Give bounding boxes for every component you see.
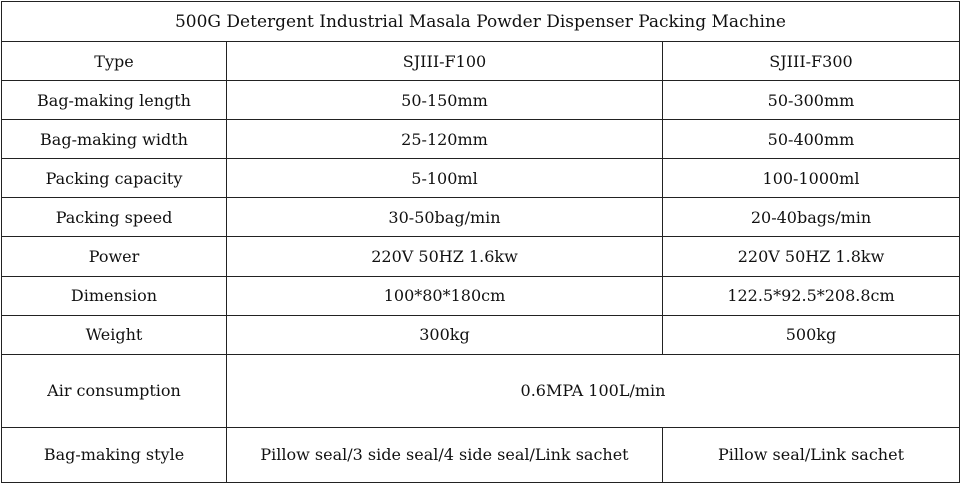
row-label-weight: Weight bbox=[2, 315, 227, 354]
table-row bbox=[2, 427, 960, 482]
speed-f100-cell: 30-50bag/min bbox=[227, 198, 663, 237]
row-label-air-consumption: Air consumption bbox=[2, 354, 227, 427]
table-row bbox=[2, 237, 960, 276]
capacity-f100-cell: 5-100ml bbox=[227, 159, 663, 198]
spec-table bbox=[1, 1, 960, 483]
row-label-bag-length: Bag-making length bbox=[2, 81, 227, 120]
table-row bbox=[2, 159, 960, 198]
row-label-packing-speed: Packing speed bbox=[2, 198, 227, 237]
power-f300-cell: 220V 50HZ 1.8kw bbox=[663, 237, 960, 276]
row-label-packing-capacity: Packing capacity bbox=[2, 159, 227, 198]
row-label-bag-style: Bag-making style bbox=[2, 427, 227, 482]
bag-style-f100-cell: Pillow seal/3 side seal/4 side seal/Link sachet bbox=[227, 427, 663, 482]
row-label-power: Power bbox=[2, 237, 227, 276]
row-label-bag-width: Bag-making width bbox=[2, 120, 227, 159]
weight-f300-cell: 500kg bbox=[663, 315, 960, 354]
bag-length-f100-cell: 50-150mm bbox=[227, 81, 663, 120]
bag-length-f300-cell: 50-300mm bbox=[663, 81, 960, 120]
weight-f100-cell: 300kg bbox=[227, 315, 663, 354]
row-label-type: Type bbox=[2, 42, 227, 81]
type-f100-cell: SJIII-F100 bbox=[227, 42, 663, 81]
table-row bbox=[2, 198, 960, 237]
table-row bbox=[2, 354, 960, 427]
capacity-f300-cell: 100-1000ml bbox=[663, 159, 960, 198]
type-f300-cell: SJIII-F300 bbox=[663, 42, 960, 81]
row-label-dimension: Dimension bbox=[2, 276, 227, 315]
air-consumption-cell: 0.6MPA 100L/min bbox=[227, 354, 960, 427]
bag-style-f300-cell: Pillow seal/Link sachet bbox=[663, 427, 960, 482]
table-row bbox=[2, 315, 960, 354]
bag-width-f100-cell: 25-120mm bbox=[227, 120, 663, 159]
table-row bbox=[2, 42, 960, 81]
power-f100-cell: 220V 50HZ 1.6kw bbox=[227, 237, 663, 276]
table-row bbox=[2, 81, 960, 120]
speed-f300-cell: 20-40bags/min bbox=[663, 198, 960, 237]
dimension-f100-cell: 100*80*180cm bbox=[227, 276, 663, 315]
dimension-f300-cell: 122.5*92.5*208.8cm bbox=[663, 276, 960, 315]
table-row bbox=[2, 276, 960, 315]
table-title: 500G Detergent Industrial Masala Powder Dispenser Packing Machine bbox=[2, 2, 960, 42]
table-row bbox=[2, 120, 960, 159]
bag-width-f300-cell: 50-400mm bbox=[663, 120, 960, 159]
table-title-row bbox=[2, 2, 960, 42]
